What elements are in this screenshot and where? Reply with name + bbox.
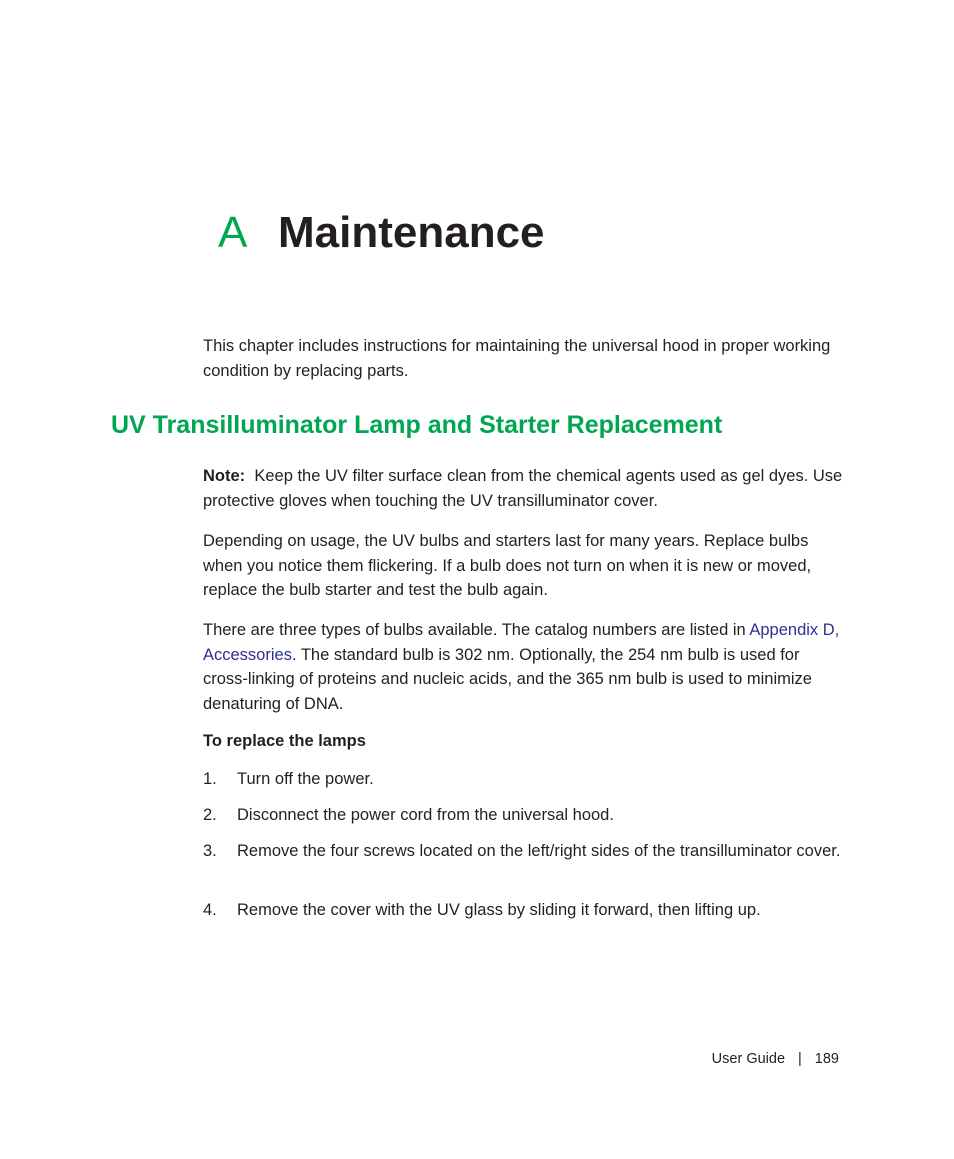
step-text: Remove the four screws located on the left/right sides of the transilluminator cover. — [237, 842, 841, 860]
note-text: Keep the UV filter surface clean from the chemical agents used as gel dyes. Use protective gloves when touching the UV transilluminator cover. — [203, 467, 843, 510]
bulb-types-text-start: There are three types of bulbs available. The catalog numbers are listed in — [203, 621, 750, 639]
intro-paragraph: This chapter includes instructions for maintaining the universal hood in proper working condition by replacing parts. — [203, 337, 831, 380]
list-item — [203, 804, 843, 828]
list-item — [203, 899, 843, 923]
note-label: Note: — [203, 467, 246, 485]
step-text: Turn off the power. — [237, 770, 374, 788]
bulb-types-paragraph — [203, 618, 843, 716]
step-number: 1. — [203, 770, 217, 788]
bulb-types-text-end: . The standard bulb is 302 nm. Optionally, the 254 nm bulb is used for cross-linking of proteins and nucleic acids, and the 365 nm bulb is used to minimize denaturing of DNA. — [203, 645, 812, 713]
footer-doc-name: User Guide — [711, 1051, 786, 1067]
chapter-letter: A — [218, 208, 248, 257]
step-text: Disconnect the power cord from the universal hood. — [237, 806, 614, 824]
footer-separator: | — [798, 1051, 802, 1067]
step-text: Remove the cover with the UV glass by sliding it forward, then lifting up. — [237, 901, 761, 919]
list-item — [203, 768, 843, 792]
procedure-heading: To replace the lamps — [203, 732, 366, 750]
appendix-link[interactable]: Appendix D, Accessories — [203, 621, 840, 664]
step-number: 3. — [203, 842, 217, 860]
section-heading: UV Transilluminator Lamp and Starter Replacement — [111, 411, 723, 439]
step-number: 2. — [203, 806, 217, 824]
step-number: 4. — [203, 901, 217, 919]
usage-paragraph: Depending on usage, the UV bulbs and starters last for many years. Replace bulbs when you notice them flickering. If a bulb does not turn on when it is new or moved, replace the bulb starter and test the bulb again. — [203, 532, 812, 599]
chapter-heading — [218, 208, 545, 268]
list-item — [203, 840, 843, 864]
chapter-title: Maintenance — [278, 208, 545, 257]
page-number: 189 — [814, 1051, 839, 1067]
note-paragraph — [203, 464, 843, 513]
page-footer — [712, 1051, 839, 1067]
